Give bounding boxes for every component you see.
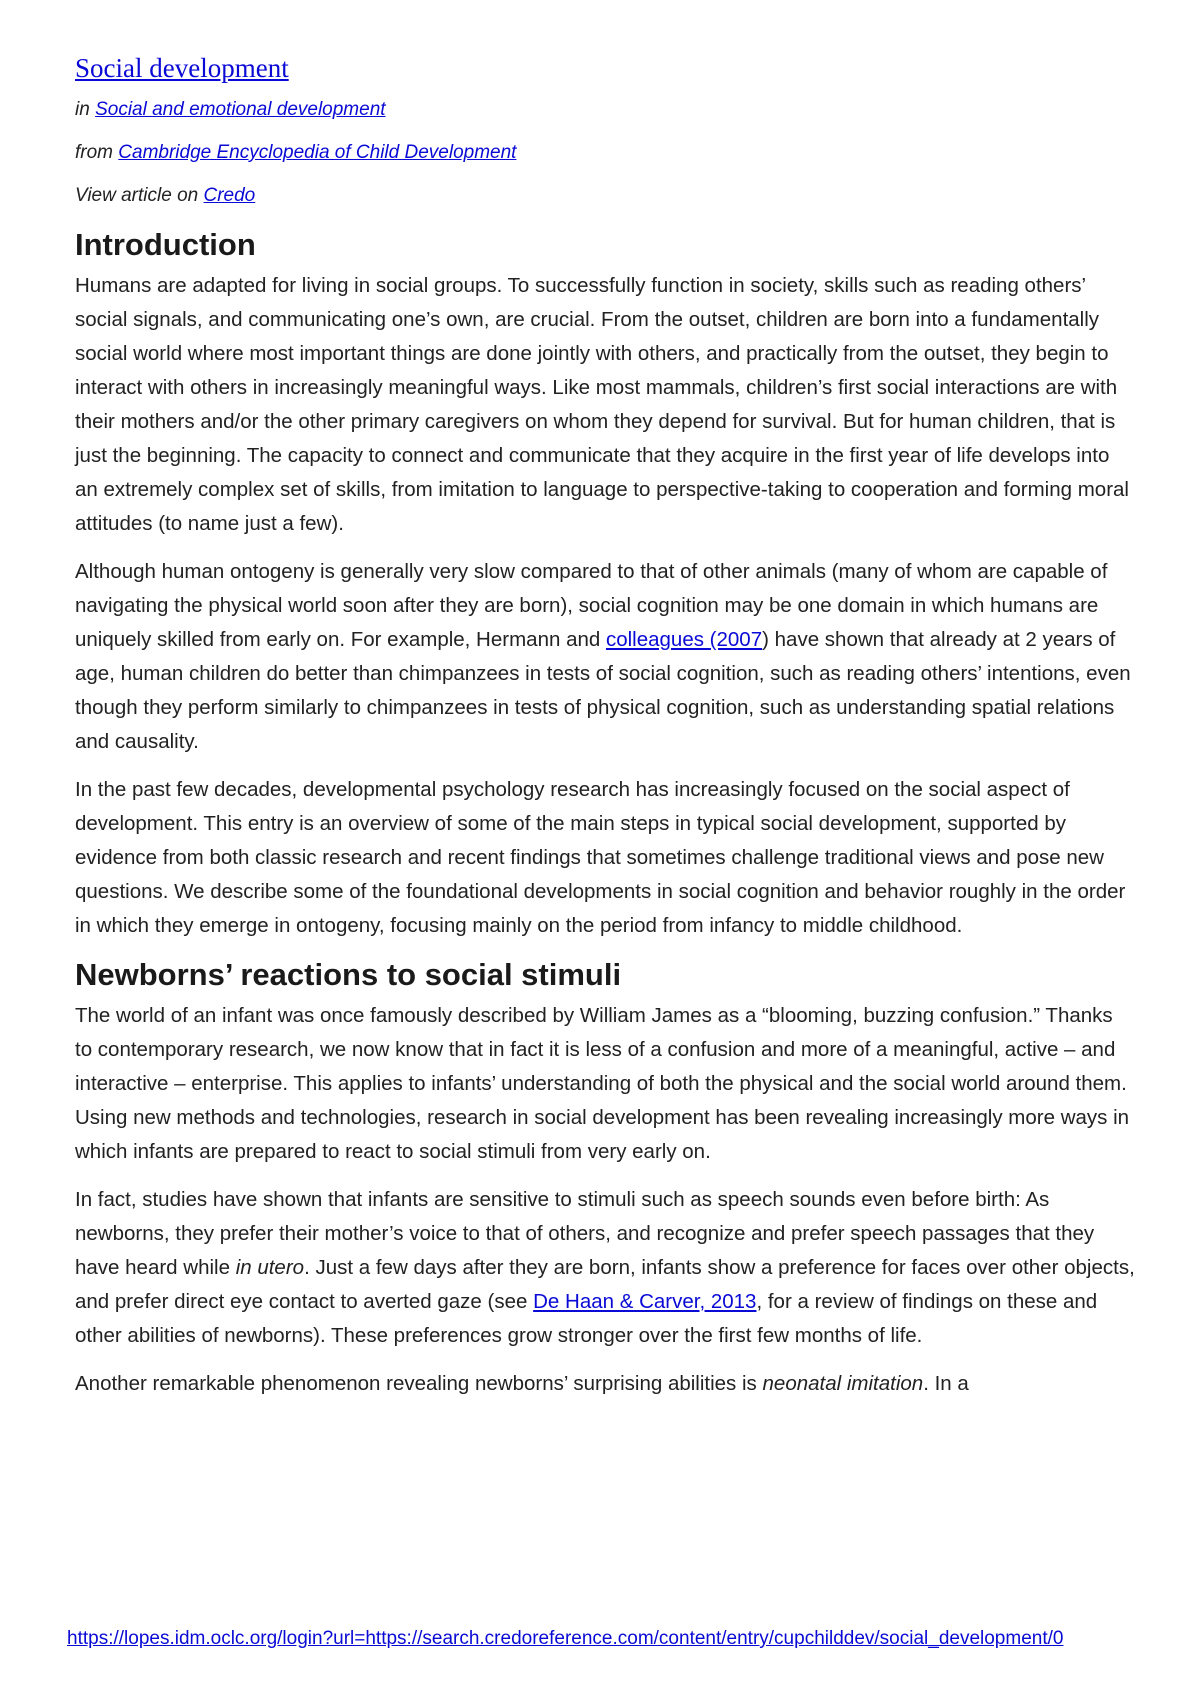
in-line [75,98,1135,122]
intro-p2-text-b: ) have shown that already at 2 years of age, human children do better than chimpanzees in tests of social cognition, such as reading others’ intentions, even though they perform similarly to chimpanzees in tests of physical cognition, such as understanding spatial relations and causality. [75,628,1131,753]
section-link[interactable]: Social and emotional development [95,99,386,120]
newborn-p2-text-c: , for a review of findings on these and other abilities of newborns). These preferences grow stronger over the first few months of life. [75,1290,1098,1347]
article [75,50,1135,1415]
newborn-p3-text-b: . In a [923,1372,969,1395]
article-title [75,50,1135,86]
newborn-p2-text-b: . Just a few days after they are born, infants show a preference for faces over other objects, and prefer direct eye contact to averted gaze (see [75,1256,1135,1313]
newborn-paragraph-3 [75,1367,1135,1401]
view-line [75,184,1135,208]
article-title-link[interactable]: Social development [75,53,289,83]
footer-url-link[interactable]: https://lopes.idm.oclc.org/login?url=https://search.credoreference.com/content/entry/cupchilddev/social_development/0 [67,1628,1064,1649]
in-utero-emphasis: in utero [235,1256,305,1279]
source-link[interactable]: Cambridge Encyclopedia of Child Development [118,142,517,163]
newborn-p3-text-a: Another remarkable phenomenon revealing newborns’ surprising abilities is [75,1372,763,1395]
view-prefix: View article on [75,185,204,206]
from-line [75,141,1135,165]
newborn-p2-text-a: In fact, studies have shown that infants are sensitive to stimuli such as speech sounds even before birth: As newborns, they prefer their mother’s voice to that of others, and recognize and prefer speech passages that they have heard while [75,1188,1095,1279]
de-haan-citation-link[interactable]: De Haan & Carver, 2013 [533,1290,757,1313]
newborns-heading: Newborns’ reactions to social stimuli [75,957,622,992]
neonatal-imitation-emphasis: neonatal imitation [762,1372,924,1395]
newborn-paragraph-1: The world of an infant was once famously described by William James as a “blooming, buzzing confusion.” Thanks to contemporary research, we now know that in fact it is less of a confusion and more of a meaningful, active – and interactive – enterprise. This applies to infants’ understanding of both the physical and the social world around them. Using new methods and technologies, research in social development has been revealing increasingly more ways in which infants are prepared to react to social stimuli from very early on. [75,1004,1130,1163]
from-prefix: from [75,142,119,163]
in-prefix: in [75,99,96,120]
intro-paragraph-3: In the past few decades, developmental psychology research has increasingly focused on the social aspect of development. This entry is an overview of some of the main steps in typical social development, supported by evidence from both classic research and recent findings that sometimes challenge traditional views and pose new questions. We describe some of the foundational developments in social cognition and behavior roughly in the order in which they emerge in ontogeny, focusing mainly on the period from infancy to middle childhood. [75,778,1126,937]
page-footer [67,1627,1063,1651]
intro-paragraph-1: Humans are adapted for living in social groups. To successfully function in society, skills such as reading others’ social signals, and communicating one’s own, are crucial. From the outset, children are born into a fundamentally social world where most important things are done jointly with others, and practically from the outset, they begin to interact with others in increasingly meaningful ways. Like most mammals, children’s first social interactions are with their mothers and/or the other primary caregivers on whom they depend for survival. But for human children, that is just the beginning. The capacity to connect and communicate that they acquire in the first year of life develops into an extremely complex set of skills, from imitation to language to perspective-taking to cooperation and forming moral attitudes (to name just a few). [75,274,1129,535]
introduction-heading: Introduction [75,227,256,262]
intro-p2-text-a: Although human ontogeny is generally very slow compared to that of other animals (many of whom are capable of navigating the physical world soon after they are born), social cognition may be one domain in which humans are uniquely skilled from early on. For example, Hermann and [75,560,1108,651]
colleagues-citation-link[interactable]: colleagues (2007 [605,628,763,651]
newborn-paragraph-2 [75,1183,1135,1353]
credo-link[interactable]: Credo [203,185,256,206]
intro-paragraph-2 [75,555,1135,759]
